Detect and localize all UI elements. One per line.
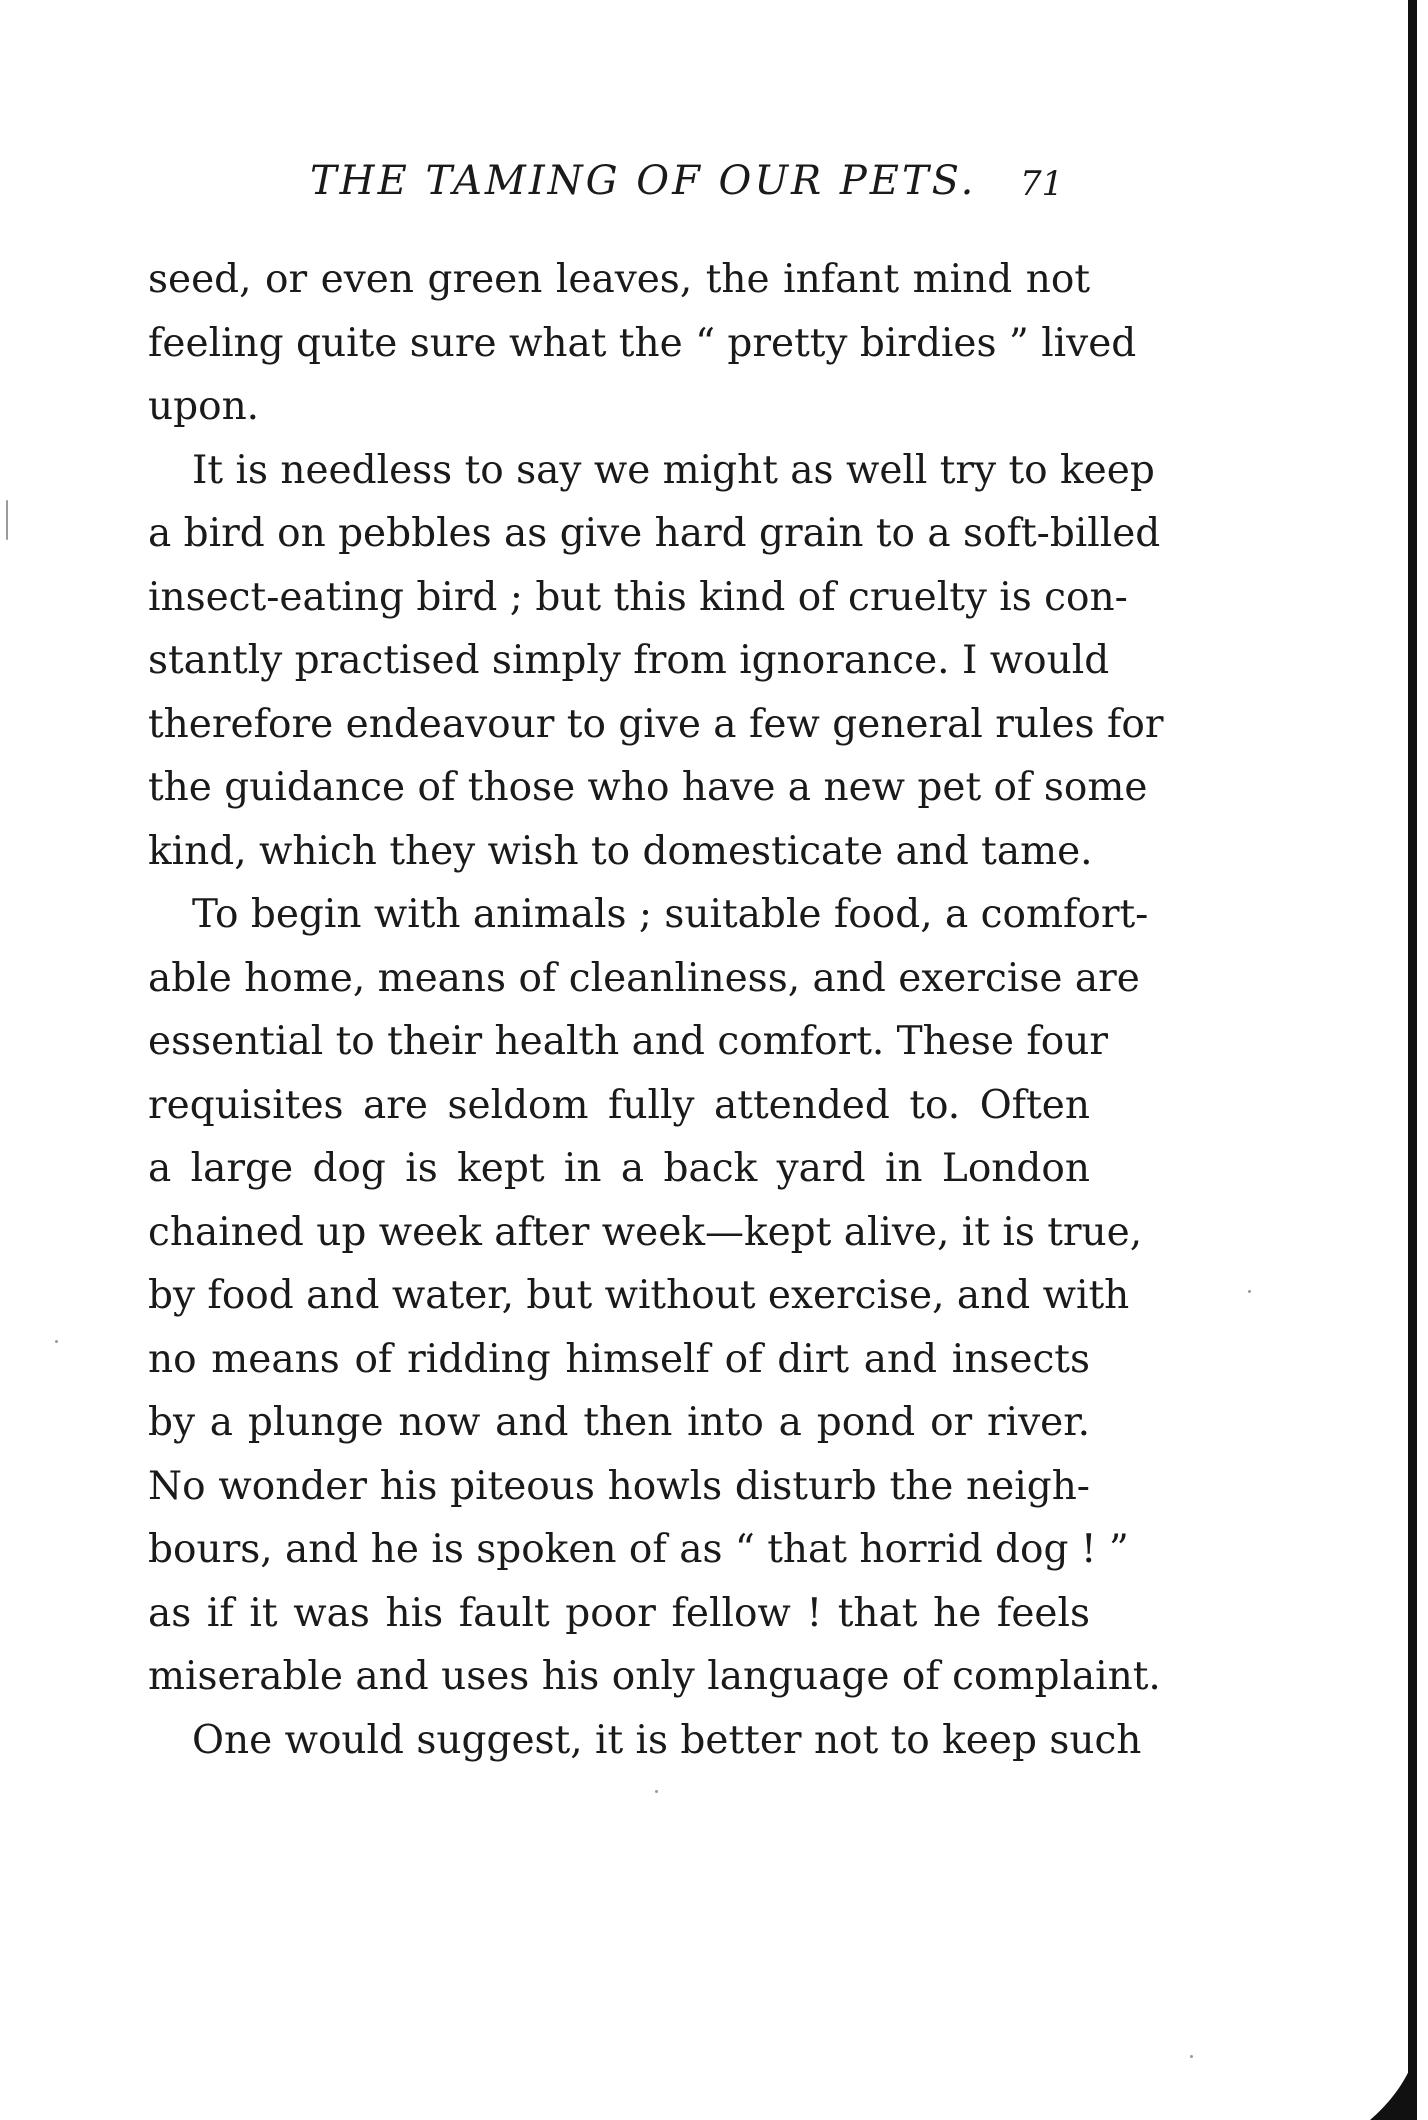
text-line: the guidance of those who have a new pet of some — [148, 765, 1148, 810]
text-line: stantly practised simply from ignorance. I would — [148, 638, 1110, 683]
text-line: seed, or even green leaves, the infant mind not — [148, 257, 1090, 302]
text-line: To begin with animals ; suitable food, a comfort- — [192, 892, 1149, 937]
text-line: therefore endeavour to give a few general rules for — [148, 701, 1164, 747]
paper-speck — [655, 1790, 658, 1793]
text-line: No wonder his piteous howls disturb the neigh- — [148, 1463, 1090, 1509]
text-line: insect-eating bird ; but this kind of cruelty is con- — [148, 574, 1128, 620]
binding-curl — [1368, 2010, 1418, 2120]
paper-speck — [6, 500, 8, 540]
text-line: upon. — [148, 384, 260, 429]
text-line: One would suggest, it is better not to keep such — [192, 1717, 1142, 1763]
text-line: no means of ridding himself of dirt and insects — [148, 1336, 1090, 1382]
paper-speck — [55, 1340, 58, 1343]
body-text — [148, 248, 1164, 1772]
text-line: by food and water, but without exercise, and with — [148, 1273, 1130, 1318]
text-line: requisites are seldom fully attended to. Often — [148, 1082, 1090, 1128]
text-line: chained up week after week—kept alive, it is true, — [148, 1209, 1143, 1255]
text-line: It is needless to say we might as well try to keep — [192, 447, 1155, 493]
text-line: able home, means of cleanliness, and exercise are — [148, 955, 1140, 1001]
text-line: by a plunge now and then into a pond or river. — [148, 1400, 1090, 1445]
paper-speck — [1190, 2055, 1193, 2058]
text-line: feeling quite sure what the “ pretty birdies ” lived — [148, 320, 1137, 366]
binding-edge — [1408, 0, 1417, 2120]
text-line: essential to their health and comfort. These four — [148, 1019, 1109, 1064]
text-line: a large dog is kept in a back yard in London — [148, 1146, 1090, 1191]
text-line: kind, which they wish to domesticate and tame. — [148, 828, 1093, 874]
page-number: 71 — [1020, 164, 1064, 204]
text-line: as if it was his fault poor fellow ! that he feels — [148, 1590, 1090, 1636]
text-line: miserable and uses his only language of complaint. — [148, 1654, 1161, 1699]
running-title: THE TAMING OF OUR PETS. — [310, 158, 977, 204]
paper-speck — [1248, 1290, 1251, 1293]
text-line: bours, and he is spoken of as “ that horrid dog ! ” — [148, 1527, 1129, 1572]
text-line: a bird on pebbles as give hard grain to a soft-billed — [148, 511, 1161, 556]
